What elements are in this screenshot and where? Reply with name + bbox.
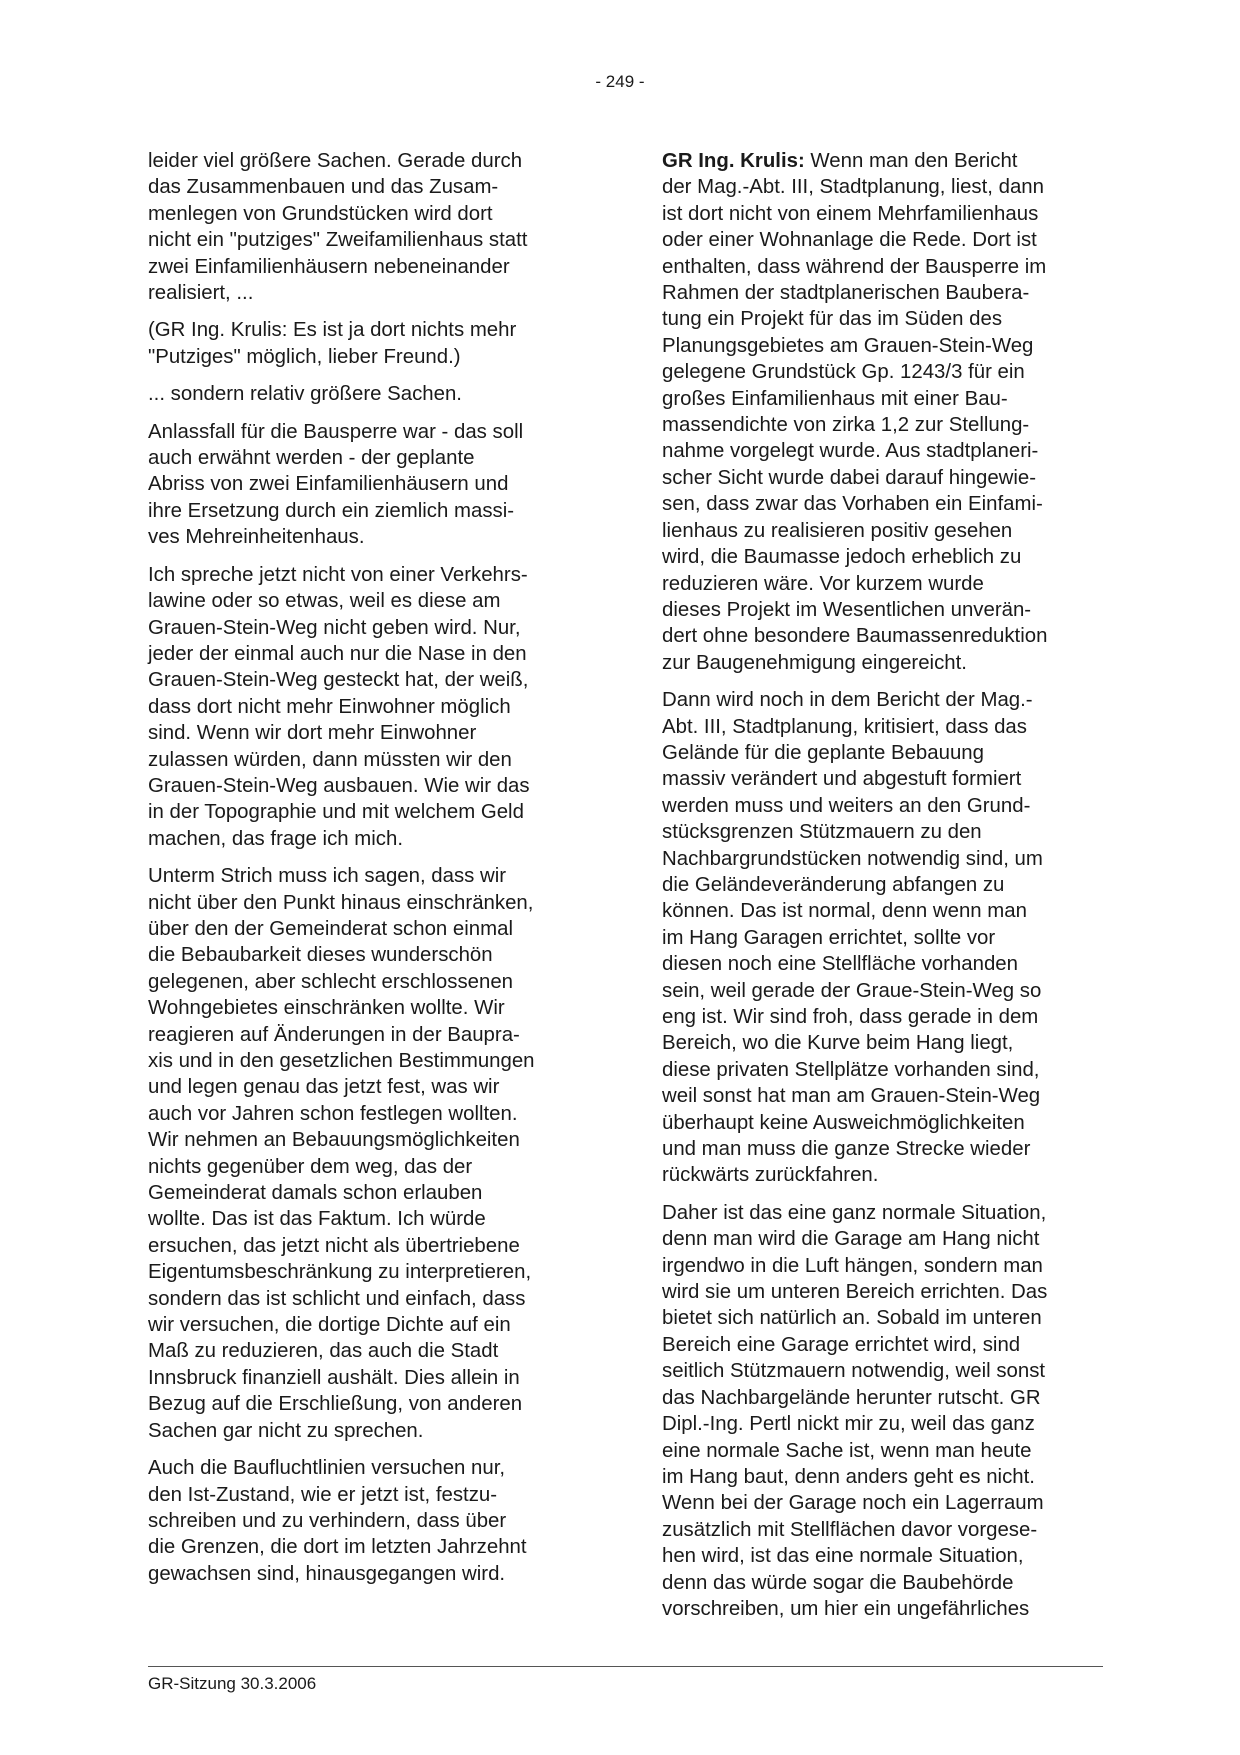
text-line: (GR Ing. Krulis: Es ist ja dort nichts mehr [148, 319, 517, 342]
text-line: werden muss und weiters an den Grund- [662, 794, 1031, 817]
text-line: auch vor Jahren schon festlegen wollten. [148, 1102, 518, 1125]
text-line: schreiben und zu verhindern, dass über [148, 1509, 507, 1532]
text-line: eng ist. Wir sind froh, dass gerade in dem [662, 1006, 1039, 1028]
text-line: menlegen von Grundstücken wird dort [148, 202, 493, 225]
text-line: zusätzlich mit Stellflächen davor vorgese- [662, 1518, 1038, 1541]
text-line: gelegene Grundstück Gp. 1243/3 für ein [662, 361, 1025, 384]
text-line: eine normale Sache ist, wenn man heute [662, 1439, 1032, 1462]
text-line: ... sondern relativ größere Sachen. [148, 383, 462, 406]
text-line: Maß zu reduzieren, das auch die Stadt [148, 1340, 499, 1363]
text-line: ersuchen, das jetzt nicht als übertriebene [148, 1234, 520, 1257]
text-line: wir versuchen, die dortige Dichte auf ein [148, 1314, 511, 1337]
paragraph [148, 381, 593, 407]
text-line: sein, weil gerade der Graue-Stein-Weg so [662, 979, 1042, 1002]
text-line: Grauen-Stein-Weg ausbauen. Wie wir das [148, 774, 530, 797]
text-line: weil sonst hat man am Grauen-Stein-Weg [662, 1085, 1041, 1108]
text-line: Auch die Baufluchtlinien versuchen nur, [148, 1457, 506, 1480]
text-line: jeder der einmal auch nur die Nase in den [148, 642, 527, 665]
text-line: sondern das ist schlicht und einfach, dass [148, 1287, 526, 1310]
text-line: xis und in den gesetzlichen Bestimmungen [148, 1050, 535, 1072]
paragraph [148, 148, 593, 306]
text-line: wollte. Das ist das Faktum. Ich würde [148, 1208, 486, 1231]
text-line: zur Baugenehmigung eingereicht. [662, 651, 967, 674]
paragraph [148, 419, 593, 551]
text-line: Rahmen der stadtplanerischen Baubera- [662, 282, 1030, 305]
text-line: dieses Projekt im Wesentlichen unverän- [662, 598, 1032, 621]
text-line: Abriss von zwei Einfamilienhäusern und [148, 473, 509, 496]
text-line: Nachbargrundstücken notwendig sind, um [662, 847, 1043, 870]
text-line: lienhaus zu realisieren positiv gesehen [662, 519, 1013, 542]
text-line: zulassen würden, dann müssten wir den [148, 748, 512, 771]
text-line: Gemeinderat damals schon erlauben [148, 1182, 483, 1205]
text-line: die Geländeveränderung abfangen zu [662, 873, 1005, 896]
speaker-name: GR Ing. Krulis: [662, 150, 805, 172]
text-line: realisiert, ... [148, 282, 254, 305]
text-line: ist dort nicht von einem Mehrfamilienhaus [662, 202, 1039, 225]
text-line: "Putziges" möglich, lieber Freund.) [148, 345, 461, 368]
text-line: wird sie um unteren Bereich errichten. Das [662, 1281, 1048, 1304]
text-line: machen, das frage ich mich. [148, 827, 404, 850]
text-line: das Nachbargelände herunter rutscht. GR [662, 1386, 1041, 1409]
text-line: Daher ist das eine ganz normale Situation, [662, 1201, 1047, 1224]
text-line: scher Sicht wurde dabei darauf hingewie- [662, 466, 1037, 489]
text-line: großes Einfamilienhaus mit einer Bau- [662, 387, 1008, 410]
text-line: hen wird, ist das eine normale Situation, [662, 1545, 1024, 1568]
text-line: Anlassfall für die Bausperre war - das soll [148, 420, 524, 443]
text-line: Grauen-Stein-Weg nicht geben wird. Nur, [148, 616, 521, 639]
text-line: tung ein Projekt für das im Süden des [662, 308, 1003, 331]
text-line: überhaupt keine Ausweichmöglichkeiten [662, 1111, 1025, 1134]
text-line: seitlich Stützmauern notwendig, weil sonst [662, 1360, 1046, 1383]
text-line: Bereich, wo die Kurve beim Hang liegt, [662, 1032, 1014, 1055]
text-line: die Bebaubarkeit dieses wunderschön [148, 944, 493, 967]
page-number: - 249 - [595, 72, 645, 91]
text-line: das Zusammenbauen und das Zusam- [148, 176, 499, 199]
text-line: reagieren auf Änderungen in der Baupra- [148, 1023, 520, 1046]
text-line: Wohngebietes einschränken wollte. Wir [148, 997, 505, 1020]
text-line: sind. Wenn wir dort mehr Einwohner [148, 722, 477, 745]
text-line: oder einer Wohnanlage die Rede. Dort ist [662, 229, 1037, 252]
right-column [662, 148, 1112, 1633]
text-line: die Grenzen, die dort im letzten Jahrzehnt [148, 1536, 527, 1559]
text-line: denn man wird die Garage am Hang nicht [662, 1228, 1040, 1251]
text-line: gewachsen sind, hinausgegangen wird. [148, 1562, 506, 1585]
text-line: ves Mehreinheitenhaus. [148, 526, 365, 549]
text-line: im Hang Garagen errichtet, sollte vor [662, 926, 996, 949]
text-line: leider viel größere Sachen. Gerade durch [148, 150, 523, 172]
text-line: Unterm Strich muss ich sagen, dass wir [148, 865, 507, 888]
text-line: der Mag.-Abt. III, Stadtplanung, liest, dann [662, 176, 1044, 199]
text-line: massiv verändert und abgestuft formiert [662, 768, 1022, 791]
paragraph [662, 1200, 1112, 1623]
text-line: den Ist-Zustand, wie er jetzt ist, festzu- [148, 1483, 498, 1506]
paragraph-body [662, 174, 1112, 676]
text-line: dert ohne besondere Baumassenreduktion [662, 625, 1048, 648]
text-line: nicht ein "putziges" Zweifamilienhaus statt [148, 229, 528, 252]
text-line: diesen noch eine Stellfläche vorhanden [662, 953, 1018, 976]
text-line: zwei Einfamilienhäusern nebeneinander [148, 255, 510, 278]
text-line: Wenn bei der Garage noch ein Lagerraum [662, 1492, 1044, 1515]
text-line: Bezug auf die Erschließung, von anderen [148, 1393, 523, 1416]
text-line: ihre Ersetzung durch ein ziemlich massi- [148, 499, 515, 522]
text-line: Dann wird noch in dem Bericht der Mag.- [662, 689, 1033, 712]
text-line: nahme vorgelegt wurde. Aus stadtplaneri- [662, 440, 1039, 463]
text-line: Bereich eine Garage errichtet wird, sind [662, 1333, 1021, 1356]
paragraph [662, 687, 1112, 1189]
text-line: vorschreiben, um hier ein ungefährliches [662, 1597, 1030, 1620]
text-line: Eigentumsbeschränkung zu interpretieren, [148, 1261, 532, 1284]
text-line: bietet sich natürlich an. Sobald im unteren [662, 1307, 1042, 1330]
interjection-paragraph [148, 317, 593, 370]
text-line: Sachen gar nicht zu sprechen. [148, 1419, 424, 1442]
text-line [662, 148, 1112, 174]
text-line: massendichte von zirka 1,2 zur Stellung- [662, 414, 1030, 437]
paragraph [148, 562, 593, 852]
text-line: lawine oder so etwas, weil es diese am [148, 590, 501, 613]
text-line: Abt. III, Stadtplanung, kritisiert, dass das [662, 715, 1027, 738]
paragraph [148, 863, 593, 1444]
paragraph [148, 1455, 593, 1587]
text-line: Innsbruck finanziell aushält. Dies allein in [148, 1366, 520, 1389]
text-line: im Hang baut, denn anders geht es nicht. [662, 1465, 1035, 1488]
footer-divider [148, 1666, 1103, 1667]
text-line: in der Topographie und mit welchem Geld [148, 801, 524, 824]
text-line: können. Das ist normal, denn wenn man [662, 900, 1027, 923]
text-line: enthalten, dass während der Bausperre im [662, 255, 1047, 278]
text-line: rückwärts zurückfahren. [662, 1164, 879, 1187]
text-line: gelegenen, aber schlecht erschlossenen [148, 970, 514, 993]
text-line: sen, dass zwar das Vorhaben ein Einfami- [662, 493, 1043, 516]
text-line: Planungsgebietes am Grauen-Stein-Weg [662, 334, 1034, 357]
text-line: auch erwähnt werden - der geplante [148, 447, 475, 470]
text-line: nicht über den Punkt hinaus einschränken, [148, 891, 534, 914]
text-line: nichts gegenüber dem weg, das der [148, 1155, 473, 1178]
text-line: dass dort nicht mehr Einwohner möglich [148, 695, 511, 718]
text-line: und man muss die ganze Strecke wieder [662, 1138, 1031, 1161]
text-line: Dipl.-Ing. Pertl nickt mir zu, weil das ganz [662, 1413, 1035, 1436]
text-line: diese privaten Stellplätze vorhanden sind, [662, 1058, 1040, 1081]
left-column [148, 148, 593, 1598]
text-line: über den der Gemeinderat schon einmal [148, 917, 513, 940]
footer-text: GR-Sitzung 30.3.2006 [148, 1674, 317, 1693]
text-line: Wir nehmen an Bebauungsmöglichkeiten [148, 1129, 520, 1152]
speaker-paragraph [662, 148, 1112, 676]
text-line: und legen genau das jetzt fest, was wir [148, 1076, 500, 1099]
text-line: Ich spreche jetzt nicht von einer Verkehrs- [148, 563, 528, 586]
text-line: reduzieren wäre. Vor kurzem wurde [662, 572, 984, 595]
speaker-text: Wenn man den Bericht [804, 150, 1018, 172]
text-line: Gelände für die geplante Bebauung [662, 741, 984, 764]
text-line: denn das würde sogar die Baubehörde [662, 1571, 1014, 1594]
text-line: wird, die Baumasse jedoch erheblich zu [662, 546, 1022, 569]
text-line: Grauen-Stein-Weg gesteckt hat, der weiß, [148, 669, 529, 692]
text-line: stücksgrenzen Stützmauern zu den [662, 821, 982, 844]
text-line: irgendwo in die Luft hängen, sondern man [662, 1254, 1043, 1277]
